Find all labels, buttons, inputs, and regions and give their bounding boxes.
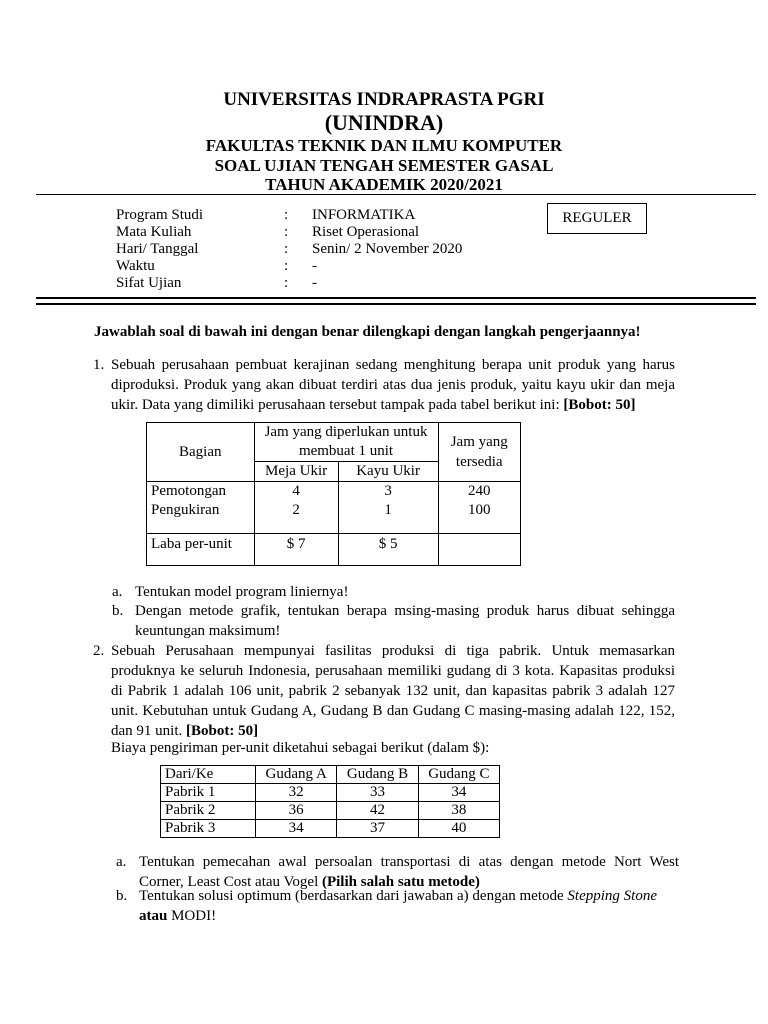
q2b-bold: atau: [139, 908, 168, 924]
table-cell: [254, 482, 338, 534]
cell-value: 3: [384, 483, 392, 499]
exam-info: [116, 207, 462, 292]
q2-body: Sebuah Perusahaan mempunyai fasilitas produksi di tiga pabrik. Untuk memasarkan produknya ke seluruh Indonesia, perusahaan memiliki gudang di 3 kota. Kapasitas produksi di Pabrik 1 adalah 106 unit, pabrik 2 sebanyak 132 unit, dan kapasitas pabrik 3 adalah 127 unit. Kebutuhan untuk Gudang A, Gudang B dan Gudang C masing-masing adalah 122, 152, dan 91 unit.: [111, 643, 675, 739]
header-divider: [36, 194, 756, 195]
info-row-type: [116, 275, 462, 292]
table-cell: [338, 482, 438, 534]
info-colon: :: [284, 258, 289, 274]
row-label: Pengukiran: [151, 502, 220, 518]
q1b-letter: b.: [112, 603, 124, 619]
instruction: Jawablah soal di bawah ini dengan benar dilengkapi dengan langkah pengerjaannya!: [94, 324, 641, 340]
q2b-text: [139, 886, 679, 926]
info-value: INFORMATIKA: [312, 207, 416, 223]
info-value: Senin/ 2 November 2020: [312, 241, 463, 257]
cell-value: 34: [418, 784, 499, 802]
q2a-letter: a.: [116, 854, 127, 870]
info-label: Waktu: [116, 258, 155, 274]
row-label: Pabrik 3: [161, 820, 256, 838]
info-divider: [36, 297, 756, 305]
th-cell: Gudang C: [418, 766, 499, 784]
cell-value: 2: [292, 502, 300, 518]
info-colon: :: [284, 241, 289, 257]
info-colon: :: [284, 207, 289, 223]
class-type-badge: REGULER: [547, 203, 647, 234]
q2-bobot: [Bobot: 50]: [186, 723, 259, 739]
q1a-letter: a.: [112, 584, 123, 600]
q2b-letter: b.: [116, 888, 128, 904]
q2-cost-table: [160, 765, 500, 838]
table-header-row: [161, 766, 500, 784]
cell-value: $ 7: [254, 534, 338, 566]
table-cell: [147, 482, 255, 534]
table-row: [161, 802, 500, 820]
q1-number: 1.: [93, 357, 105, 373]
q2a-bold: (Pilih salah satu metode): [321, 874, 480, 890]
info-value: -: [312, 258, 317, 274]
cell-value: 32: [256, 784, 337, 802]
info-label: Sifat Ujian: [116, 275, 182, 291]
th-tersedia: Jam yang tersedia: [438, 423, 521, 482]
info-label: Mata Kuliah: [116, 224, 192, 240]
info-row-date: [116, 241, 462, 258]
cell-value: 1: [384, 502, 392, 518]
q2-text: [111, 641, 675, 741]
cell-value: 37: [337, 820, 418, 838]
university-abbr: (UNINDRA): [324, 110, 444, 135]
info-row-time: [116, 258, 462, 275]
th-bagian: Bagian: [147, 423, 255, 482]
info-value: -: [312, 275, 317, 291]
table-row: [161, 820, 500, 838]
cell-value: 42: [337, 802, 418, 820]
row-label: Pemotongan: [151, 483, 226, 499]
th-kayu: Kayu Ukir: [338, 462, 438, 482]
row-label: Laba per-unit: [147, 534, 255, 566]
row-label: Pabrik 2: [161, 802, 256, 820]
table-row: [161, 784, 500, 802]
q1-table: [146, 422, 521, 566]
cell-value: $ 5: [338, 534, 438, 566]
info-row-program: [116, 207, 462, 224]
cell-value: 38: [418, 802, 499, 820]
cell-value: [438, 534, 521, 566]
q2a-body: Tentukan pemecahan awal persoalan transportasi di atas dengan metode Nort West Corner, Least Cost atau Vogel: [139, 854, 679, 890]
th-jam: Jam yang diperlukan untuk membuat 1 unit: [254, 423, 438, 462]
exam-title: SOAL UJIAN TENGAH SEMESTER GASAL: [214, 156, 554, 175]
cell-value: 36: [256, 802, 337, 820]
q1b-text: Dengan metode grafik, tentukan berapa msing-masing produk harus dibuat sehingga keuntungan maksimum!: [135, 603, 675, 639]
university-name: UNIVERSITAS INDRAPRASTA PGRI: [223, 89, 545, 110]
q2-number: 2.: [93, 643, 105, 659]
cell-value: 40: [418, 820, 499, 838]
row-label: Pabrik 1: [161, 784, 256, 802]
th-meja: Meja Ukir: [254, 462, 338, 482]
q1-body: Sebuah perusahaan pembuat kerajinan sedang menghitung berapa unit produk yang harus diproduksi. Produk yang akan dibuat terdiri atas dua jenis produk, yaitu kayu ukir dan meja ukir. Data yang dimiliki perusahaan tersebut tampak pada tabel berikut ini:: [111, 357, 675, 413]
info-row-course: [116, 224, 462, 241]
cell-value: 100: [468, 502, 491, 518]
q2b-body: Tentukan solusi optimum (berdasarkan dari jawaban a) dengan metode: [139, 888, 564, 904]
th-cell: Dari/Ke: [161, 766, 256, 784]
info-colon: :: [284, 275, 289, 291]
th-cell: Gudang A: [256, 766, 337, 784]
cell-value: 33: [337, 784, 418, 802]
cell-value: 34: [256, 820, 337, 838]
faculty-name: FAKULTAS TEKNIK DAN ILMU KOMPUTER: [205, 136, 563, 155]
info-colon: :: [284, 224, 289, 240]
info-value: Riset Operasional: [312, 224, 420, 240]
q2b-tail: MODI!: [171, 908, 217, 924]
th-cell: Gudang B: [337, 766, 418, 784]
academic-year: TAHUN AKADEMIK 2020/2021: [265, 175, 503, 194]
q1a-text: Tentukan model program liniernya!: [135, 584, 349, 600]
q2b-italic: Stepping Stone: [567, 888, 657, 904]
q1-bobot: [Bobot: 50]: [563, 397, 636, 413]
cell-value: 240: [468, 483, 491, 499]
info-label: Hari/ Tanggal: [116, 241, 199, 257]
q1-text: [111, 355, 675, 415]
q2-cost-line: Biaya pengiriman per-unit diketahui sebagai berikut (dalam $):: [111, 740, 490, 756]
info-label: Program Studi: [116, 207, 204, 223]
table-cell: [438, 482, 521, 534]
cell-value: 4: [292, 483, 300, 499]
